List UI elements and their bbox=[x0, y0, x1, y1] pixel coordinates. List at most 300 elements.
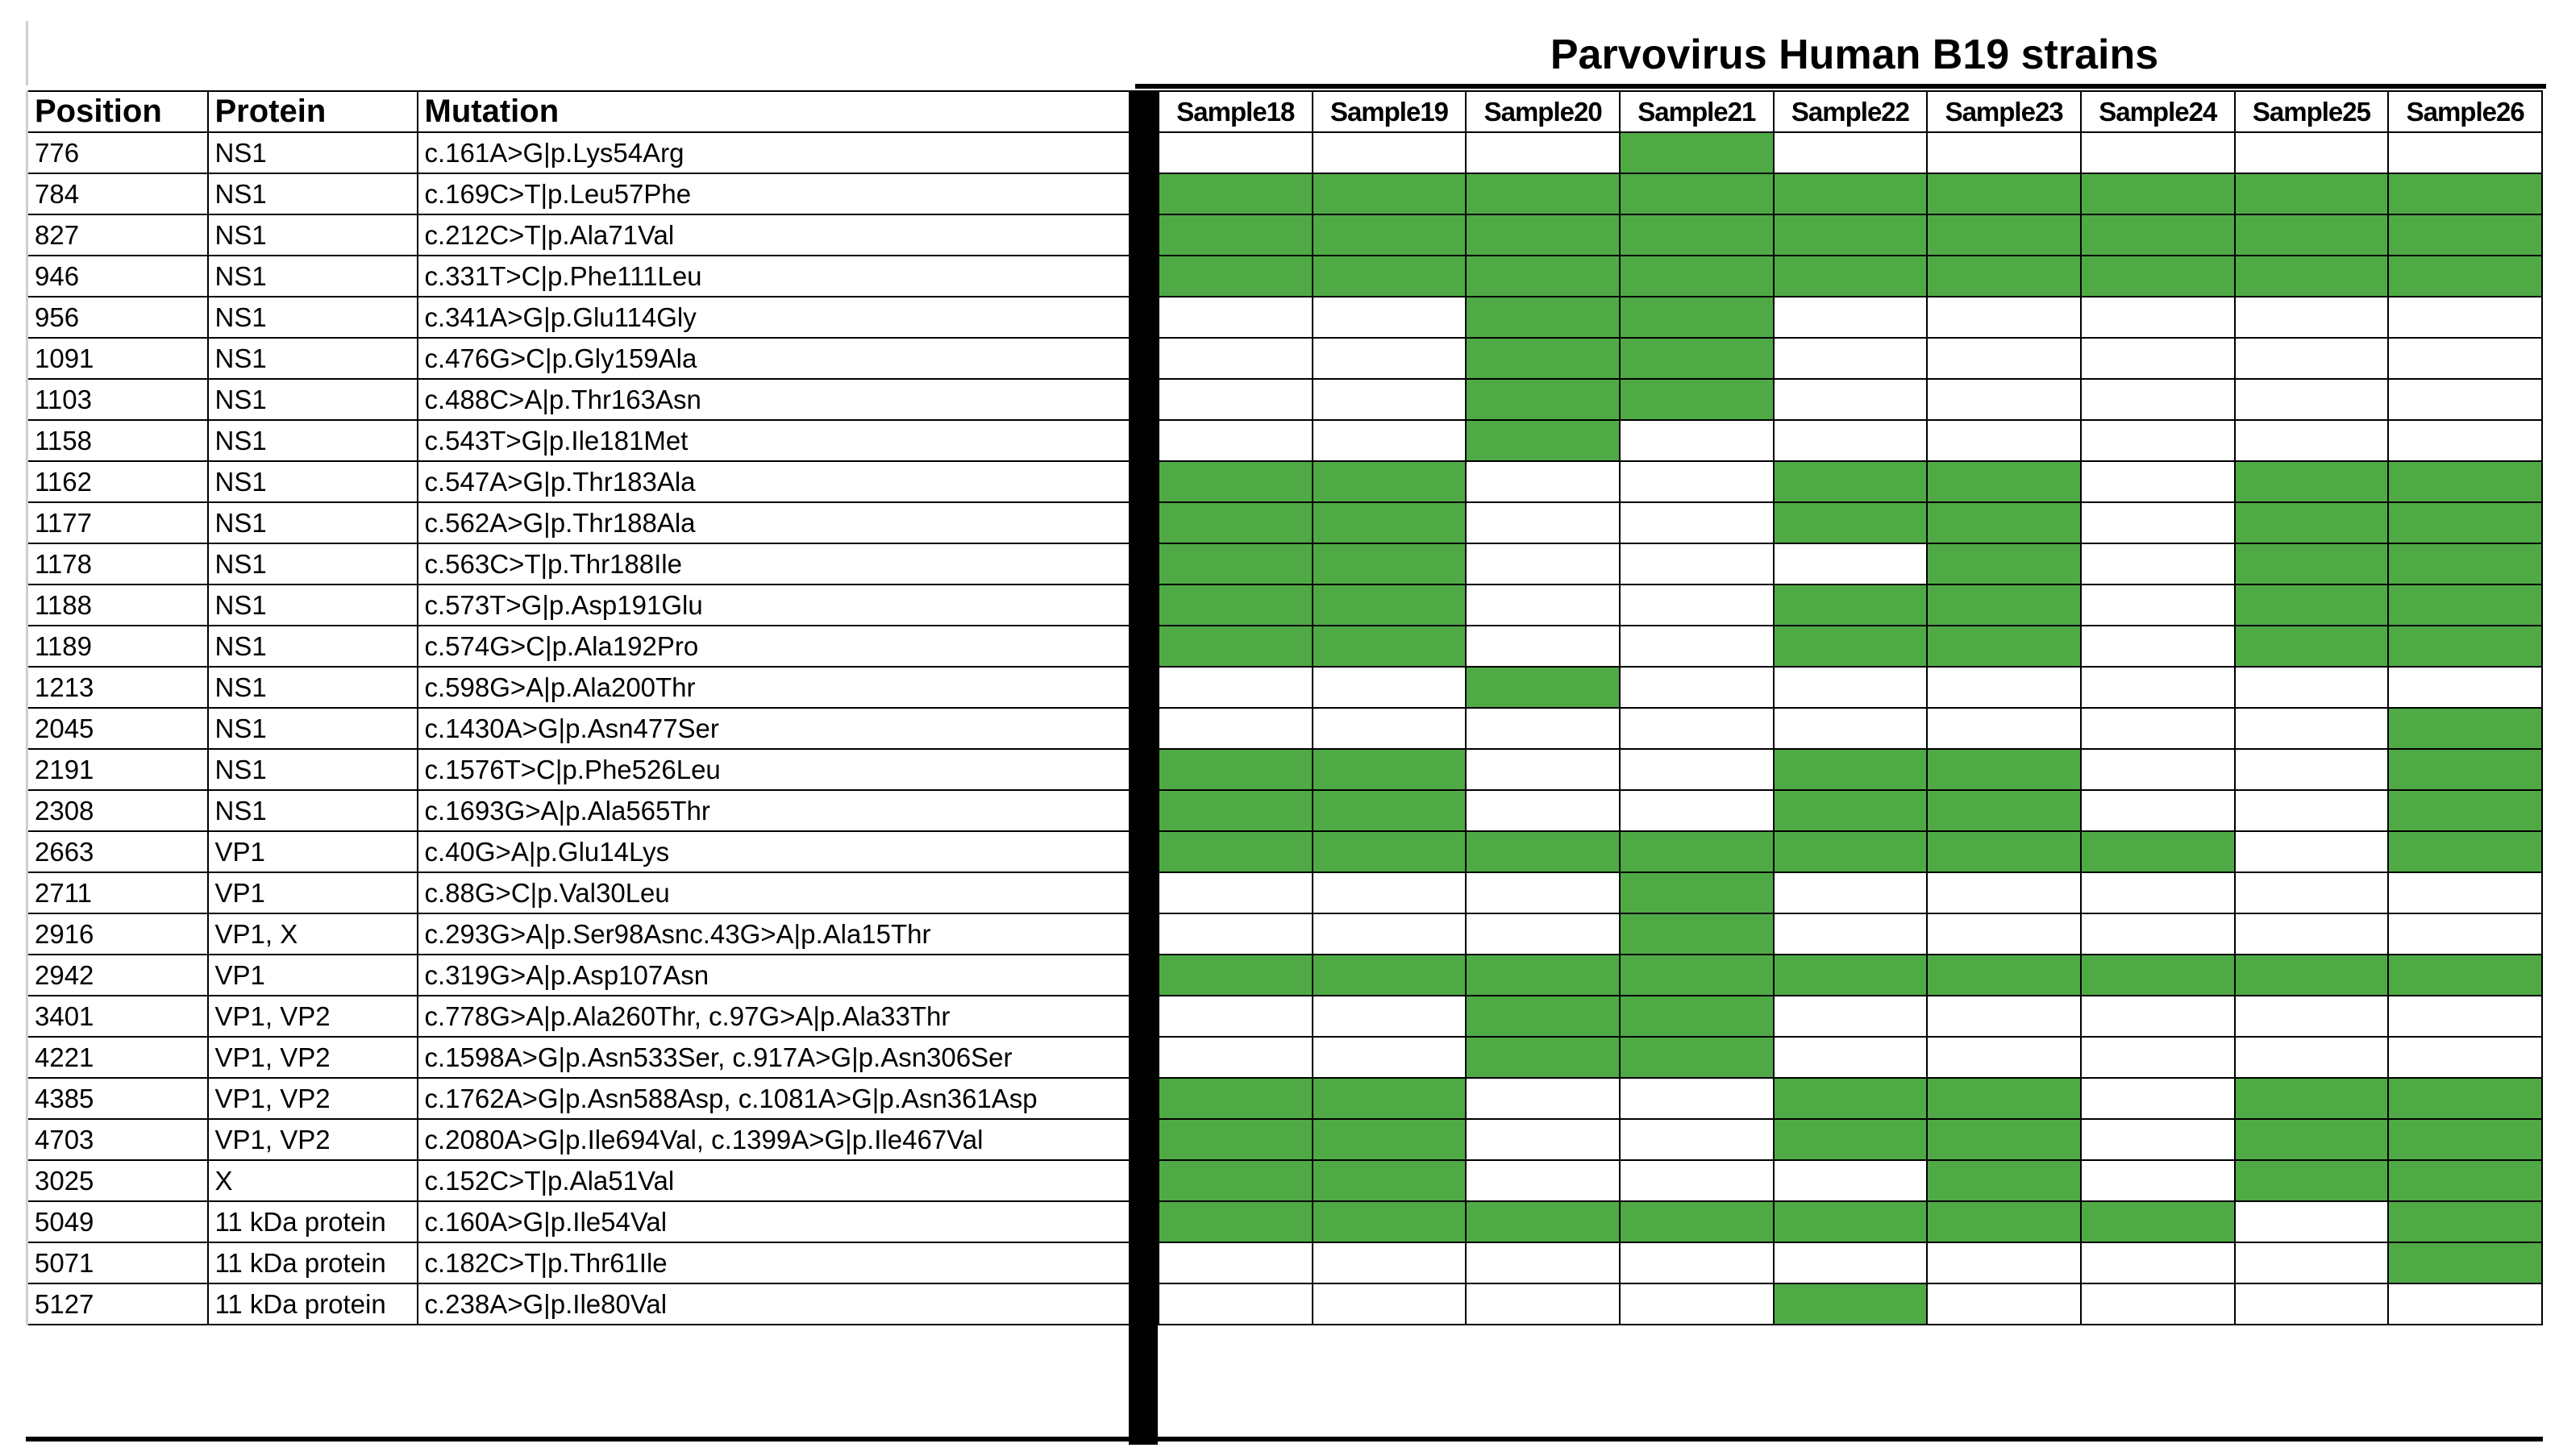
presence-row bbox=[1159, 379, 2542, 420]
mutation-absent-cell bbox=[1159, 379, 1313, 420]
mutation-absent-cell bbox=[2235, 297, 2389, 338]
mutation-absent-cell bbox=[2235, 996, 2389, 1037]
mutation-absent-cell bbox=[2081, 996, 2235, 1037]
mutation-cell: c.778G>A|p.Ala260Thr, c.97G>A|p.Ala33Thr bbox=[418, 996, 1130, 1037]
mutation-present-cell bbox=[1159, 584, 1313, 626]
mutation-absent-cell bbox=[1774, 297, 1928, 338]
mutation-present-cell bbox=[1313, 461, 1467, 502]
mutation-absent-cell bbox=[2081, 338, 2235, 379]
sample-header: Sample19 bbox=[1313, 91, 1467, 132]
protein-cell: X bbox=[208, 1160, 418, 1201]
presence-row bbox=[1159, 872, 2542, 913]
mutation-present-cell bbox=[1466, 667, 1620, 708]
mutation-absent-cell bbox=[1927, 1037, 2081, 1078]
position-cell: 1188 bbox=[27, 584, 208, 626]
mutation-present-cell bbox=[1466, 955, 1620, 996]
mutation-present-cell bbox=[2388, 955, 2542, 996]
mutation-absent-cell bbox=[1774, 1037, 1928, 1078]
mutation-absent-cell bbox=[1620, 790, 1774, 831]
position-cell: 1103 bbox=[27, 379, 208, 420]
mutation-absent-cell bbox=[2235, 420, 2389, 461]
mutation-present-cell bbox=[2388, 461, 2542, 502]
left-border-line bbox=[26, 21, 28, 85]
table-row bbox=[27, 543, 1130, 584]
presence-row bbox=[1159, 1242, 2542, 1283]
mutation-absent-cell bbox=[1774, 338, 1928, 379]
mutation-present-cell bbox=[1774, 1078, 1928, 1119]
mutation-absent-cell bbox=[2081, 297, 2235, 338]
strain-presence-grid bbox=[1158, 90, 2543, 1325]
mutation-present-cell bbox=[1774, 584, 1928, 626]
table-row bbox=[27, 1283, 1130, 1325]
protein-cell: 11 kDa protein bbox=[208, 1283, 418, 1325]
table-row bbox=[27, 461, 1130, 502]
protein-cell: VP1, VP2 bbox=[208, 1119, 418, 1160]
mutation-absent-cell bbox=[1313, 379, 1467, 420]
mutation-present-cell bbox=[1927, 1119, 2081, 1160]
mutation-present-cell bbox=[1620, 996, 1774, 1037]
position-cell: 2711 bbox=[27, 872, 208, 913]
mutation-absent-cell bbox=[1313, 872, 1467, 913]
mutation-present-cell bbox=[2081, 214, 2235, 256]
protein-cell: NS1 bbox=[208, 502, 418, 543]
protein-cell: NS1 bbox=[208, 584, 418, 626]
position-cell: 1091 bbox=[27, 338, 208, 379]
protein-cell: NS1 bbox=[208, 461, 418, 502]
mutation-absent-cell bbox=[1620, 1078, 1774, 1119]
presence-row bbox=[1159, 1078, 2542, 1119]
presence-row bbox=[1159, 667, 2542, 708]
mutation-absent-cell bbox=[1774, 1160, 1928, 1201]
presence-row bbox=[1159, 749, 2542, 790]
mutation-present-cell bbox=[2388, 173, 2542, 214]
mutation-absent-cell bbox=[1927, 132, 2081, 173]
mutation-absent-cell bbox=[1620, 626, 1774, 667]
presence-row bbox=[1159, 1201, 2542, 1242]
protein-cell: VP1, X bbox=[208, 913, 418, 955]
mutation-absent-cell bbox=[1466, 502, 1620, 543]
mutation-absent-cell bbox=[1927, 667, 2081, 708]
mutation-present-cell bbox=[1159, 461, 1313, 502]
mutation-present-cell bbox=[1927, 1078, 2081, 1119]
mutation-present-cell bbox=[1313, 1119, 1467, 1160]
mutation-present-cell bbox=[1620, 379, 1774, 420]
position-cell: 784 bbox=[27, 173, 208, 214]
mutation-absent-cell bbox=[2081, 420, 2235, 461]
table-row bbox=[27, 1242, 1130, 1283]
mutation-absent-cell bbox=[1466, 461, 1620, 502]
mutation-present-cell bbox=[1466, 420, 1620, 461]
mutation-absent-cell bbox=[1927, 913, 2081, 955]
table-row bbox=[27, 790, 1130, 831]
position-cell: 1162 bbox=[27, 461, 208, 502]
presence-row bbox=[1159, 338, 2542, 379]
presence-row bbox=[1159, 1160, 2542, 1201]
mutation-absent-cell bbox=[1774, 872, 1928, 913]
sample-header: Sample20 bbox=[1466, 91, 1620, 132]
table-row bbox=[27, 214, 1130, 256]
mutation-absent-cell bbox=[2081, 708, 2235, 749]
mutation-present-cell bbox=[1774, 1283, 1928, 1325]
mutation-present-cell bbox=[1620, 1201, 1774, 1242]
position-cell: 827 bbox=[27, 214, 208, 256]
protein-header: Protein bbox=[208, 91, 418, 132]
mutation-present-cell bbox=[1466, 1201, 1620, 1242]
mutation-present-cell bbox=[1159, 256, 1313, 297]
mutation-absent-cell bbox=[2081, 132, 2235, 173]
mutation-present-cell bbox=[2081, 955, 2235, 996]
mutation-absent-cell bbox=[1774, 913, 1928, 955]
title-rule bbox=[1135, 84, 2546, 89]
presence-row bbox=[1159, 626, 2542, 667]
protein-cell: 11 kDa protein bbox=[208, 1201, 418, 1242]
mutation-absent-cell bbox=[1927, 1242, 2081, 1283]
mutation-present-cell bbox=[1466, 1037, 1620, 1078]
mutation-present-cell bbox=[2388, 543, 2542, 584]
mutation-present-cell bbox=[1927, 502, 2081, 543]
mutation-present-cell bbox=[1620, 338, 1774, 379]
mutation-absent-cell bbox=[1466, 132, 1620, 173]
mutation-present-cell bbox=[1620, 297, 1774, 338]
presence-row bbox=[1159, 955, 2542, 996]
mutation-present-cell bbox=[2388, 1078, 2542, 1119]
mutation-present-cell bbox=[1620, 831, 1774, 872]
mutation-cell: c.152C>T|p.Ala51Val bbox=[418, 1160, 1130, 1201]
mutation-absent-cell bbox=[1159, 297, 1313, 338]
mutation-cell: c.1693G>A|p.Ala565Thr bbox=[418, 790, 1130, 831]
position-cell: 5049 bbox=[27, 1201, 208, 1242]
mutation-absent-cell bbox=[2388, 872, 2542, 913]
mutation-absent-cell bbox=[1159, 667, 1313, 708]
presence-row bbox=[1159, 1037, 2542, 1078]
table-row bbox=[27, 1160, 1130, 1201]
table-row bbox=[27, 256, 1130, 297]
mutation-absent-cell bbox=[1159, 1037, 1313, 1078]
presence-row bbox=[1159, 297, 2542, 338]
mutation-absent-cell bbox=[1620, 1283, 1774, 1325]
mutation-present-cell bbox=[1313, 173, 1467, 214]
mutation-absent-cell bbox=[2235, 1201, 2389, 1242]
mutation-present-cell bbox=[1159, 214, 1313, 256]
position-cell: 5071 bbox=[27, 1242, 208, 1283]
presence-row bbox=[1159, 996, 2542, 1037]
mutation-cell: c.169C>T|p.Leu57Phe bbox=[418, 173, 1130, 214]
table-row bbox=[27, 667, 1130, 708]
mutation-absent-cell bbox=[2388, 1283, 2542, 1325]
position-cell: 1178 bbox=[27, 543, 208, 584]
mutation-absent-cell bbox=[2388, 667, 2542, 708]
mutation-absent-cell bbox=[2388, 338, 2542, 379]
mutation-absent-cell bbox=[2235, 708, 2389, 749]
mutation-absent-cell bbox=[1466, 1160, 1620, 1201]
mutation-absent-cell bbox=[1466, 1242, 1620, 1283]
mutation-present-cell bbox=[1159, 626, 1313, 667]
mutation-cell: c.476G>C|p.Gly159Ala bbox=[418, 338, 1130, 379]
mutation-absent-cell bbox=[1159, 338, 1313, 379]
mutation-present-cell bbox=[1774, 502, 1928, 543]
mutation-absent-cell bbox=[1620, 1242, 1774, 1283]
position-cell: 2045 bbox=[27, 708, 208, 749]
presence-row bbox=[1159, 790, 2542, 831]
mutation-cell: c.598G>A|p.Ala200Thr bbox=[418, 667, 1130, 708]
mutation-present-cell bbox=[1466, 996, 1620, 1037]
mutation-absent-cell bbox=[1927, 379, 2081, 420]
mutation-present-cell bbox=[1927, 1201, 2081, 1242]
mutation-present-cell bbox=[2235, 543, 2389, 584]
mutation-absent-cell bbox=[1774, 708, 1928, 749]
mutation-present-cell bbox=[1927, 626, 2081, 667]
bottom-rule bbox=[26, 1437, 2543, 1441]
mutation-absent-cell bbox=[1927, 708, 2081, 749]
mutation-present-cell bbox=[1927, 461, 2081, 502]
position-cell: 1189 bbox=[27, 626, 208, 667]
mutation-absent-cell bbox=[2388, 297, 2542, 338]
mutation-cell: c.563C>T|p.Thr188Ile bbox=[418, 543, 1130, 584]
mutation-cell: c.562A>G|p.Thr188Ala bbox=[418, 502, 1130, 543]
mutation-absent-cell bbox=[1313, 1037, 1467, 1078]
protein-cell: NS1 bbox=[208, 297, 418, 338]
header-row bbox=[27, 91, 1130, 132]
mutation-absent-cell bbox=[1774, 379, 1928, 420]
mutation-present-cell bbox=[2388, 256, 2542, 297]
protein-cell: NS1 bbox=[208, 338, 418, 379]
protein-cell: NS1 bbox=[208, 420, 418, 461]
mutation-cell: c.1430A>G|p.Asn477Ser bbox=[418, 708, 1130, 749]
mutation-absent-cell bbox=[2388, 1037, 2542, 1078]
mutation-present-cell bbox=[2235, 626, 2389, 667]
mutation-present-cell bbox=[1927, 749, 2081, 790]
mutation-absent-cell bbox=[2388, 420, 2542, 461]
mutation-absent-cell bbox=[1774, 543, 1928, 584]
table-row bbox=[27, 297, 1130, 338]
mutation-present-cell bbox=[1927, 256, 2081, 297]
mutation-absent-cell bbox=[2235, 1283, 2389, 1325]
mutation-absent-cell bbox=[2235, 872, 2389, 913]
mutation-absent-cell bbox=[1620, 749, 1774, 790]
position-header: Position bbox=[27, 91, 208, 132]
protein-cell: VP1, VP2 bbox=[208, 1078, 418, 1119]
presence-row bbox=[1159, 214, 2542, 256]
mutation-cell: c.574G>C|p.Ala192Pro bbox=[418, 626, 1130, 667]
mutation-present-cell bbox=[2388, 626, 2542, 667]
mutation-header: Mutation bbox=[418, 91, 1130, 132]
mutation-present-cell bbox=[1927, 543, 2081, 584]
table-row bbox=[27, 1078, 1130, 1119]
table-row bbox=[27, 872, 1130, 913]
mutation-absent-cell bbox=[2081, 1160, 2235, 1201]
mutation-absent-cell bbox=[2081, 461, 2235, 502]
protein-cell: NS1 bbox=[208, 749, 418, 790]
mutation-present-cell bbox=[2388, 1119, 2542, 1160]
mutation-cell: c.319G>A|p.Asp107Asn bbox=[418, 955, 1130, 996]
mutation-absent-cell bbox=[1620, 461, 1774, 502]
mutation-absent-cell bbox=[2235, 1037, 2389, 1078]
mutation-absent-cell bbox=[2081, 543, 2235, 584]
mutation-absent-cell bbox=[1620, 667, 1774, 708]
position-cell: 4703 bbox=[27, 1119, 208, 1160]
mutation-present-cell bbox=[2388, 749, 2542, 790]
mutation-present-cell bbox=[1774, 749, 1928, 790]
mutation-absent-cell bbox=[1927, 297, 2081, 338]
mutation-present-cell bbox=[2235, 1119, 2389, 1160]
mutation-cell: c.160A>G|p.Ile54Val bbox=[418, 1201, 1130, 1242]
mutation-present-cell bbox=[1927, 790, 2081, 831]
mutation-present-cell bbox=[1620, 913, 1774, 955]
mutation-cell: c.182C>T|p.Thr61Ile bbox=[418, 1242, 1130, 1283]
mutation-absent-cell bbox=[1774, 667, 1928, 708]
presence-row bbox=[1159, 831, 2542, 872]
mutation-absent-cell bbox=[1313, 338, 1467, 379]
mutation-cell: c.543T>G|p.Ile181Met bbox=[418, 420, 1130, 461]
mutation-present-cell bbox=[2235, 584, 2389, 626]
presence-row bbox=[1159, 543, 2542, 584]
mutation-absent-cell bbox=[2235, 667, 2389, 708]
mutation-present-cell bbox=[2388, 502, 2542, 543]
mutation-present-cell bbox=[1313, 1201, 1467, 1242]
mutation-table bbox=[26, 90, 1131, 1325]
mutation-absent-cell bbox=[1159, 420, 1313, 461]
table-row bbox=[27, 420, 1130, 461]
mutation-cell: c.488C>A|p.Thr163Asn bbox=[418, 379, 1130, 420]
mutation-present-cell bbox=[2388, 214, 2542, 256]
mutation-present-cell bbox=[2235, 1160, 2389, 1201]
mutation-absent-cell bbox=[2388, 379, 2542, 420]
mutation-absent-cell bbox=[1313, 297, 1467, 338]
mutation-present-cell bbox=[1313, 256, 1467, 297]
mutation-absent-cell bbox=[2235, 132, 2389, 173]
sample-header: Sample26 bbox=[2388, 91, 2542, 132]
mutation-absent-cell bbox=[1313, 132, 1467, 173]
protein-cell: 11 kDa protein bbox=[208, 1242, 418, 1283]
mutation-absent-cell bbox=[1159, 913, 1313, 955]
mutation-absent-cell bbox=[1159, 872, 1313, 913]
protein-cell: NS1 bbox=[208, 132, 418, 173]
presence-row bbox=[1159, 502, 2542, 543]
mutation-present-cell bbox=[2235, 256, 2389, 297]
table-row bbox=[27, 173, 1130, 214]
mutation-present-cell bbox=[1774, 1201, 1928, 1242]
mutation-present-cell bbox=[2388, 1242, 2542, 1283]
mutation-absent-cell bbox=[2235, 749, 2389, 790]
table-row bbox=[27, 955, 1130, 996]
mutation-present-cell bbox=[1927, 955, 2081, 996]
mutation-cell: c.293G>A|p.Ser98Asnc.43G>A|p.Ala15Thr bbox=[418, 913, 1130, 955]
position-cell: 2942 bbox=[27, 955, 208, 996]
mutation-absent-cell bbox=[1466, 626, 1620, 667]
mutation-absent-cell bbox=[2081, 379, 2235, 420]
mutation-present-cell bbox=[1927, 1160, 2081, 1201]
position-cell: 1177 bbox=[27, 502, 208, 543]
position-cell: 2308 bbox=[27, 790, 208, 831]
mutation-cell: c.1576T>C|p.Phe526Leu bbox=[418, 749, 1130, 790]
mutation-present-cell bbox=[1313, 749, 1467, 790]
mutation-absent-cell bbox=[1927, 872, 2081, 913]
mutation-cell: c.2080A>G|p.Ile694Val, c.1399A>G|p.Ile467Val bbox=[418, 1119, 1130, 1160]
mutation-present-cell bbox=[1620, 173, 1774, 214]
mutation-absent-cell bbox=[1774, 1242, 1928, 1283]
protein-cell: NS1 bbox=[208, 708, 418, 749]
mutation-present-cell bbox=[1313, 831, 1467, 872]
table-row bbox=[27, 913, 1130, 955]
protein-cell: NS1 bbox=[208, 214, 418, 256]
mutation-present-cell bbox=[1466, 256, 1620, 297]
mutation-cell: c.341A>G|p.Glu114Gly bbox=[418, 297, 1130, 338]
mutation-present-cell bbox=[1466, 173, 1620, 214]
mutation-absent-cell bbox=[1313, 913, 1467, 955]
mutation-present-cell bbox=[2235, 214, 2389, 256]
mutation-present-cell bbox=[2081, 831, 2235, 872]
mutation-present-cell bbox=[1774, 214, 1928, 256]
mutation-present-cell bbox=[1159, 1201, 1313, 1242]
mutation-absent-cell bbox=[2081, 1283, 2235, 1325]
sample-header: Sample21 bbox=[1620, 91, 1774, 132]
mutation-present-cell bbox=[1774, 173, 1928, 214]
strains-title: Parvovirus Human B19 strains bbox=[1550, 31, 2159, 78]
mutation-absent-cell bbox=[1466, 1283, 1620, 1325]
protein-cell: VP1, VP2 bbox=[208, 1037, 418, 1078]
protein-cell: NS1 bbox=[208, 667, 418, 708]
mutation-absent-cell bbox=[1159, 1242, 1313, 1283]
presence-row bbox=[1159, 420, 2542, 461]
mutation-present-cell bbox=[1159, 1119, 1313, 1160]
mutation-absent-cell bbox=[1159, 1283, 1313, 1325]
table-row bbox=[27, 132, 1130, 173]
mutation-absent-cell bbox=[1774, 420, 1928, 461]
table-separator-bar bbox=[1129, 90, 1158, 1445]
mutation-absent-cell bbox=[2235, 1242, 2389, 1283]
presence-row bbox=[1159, 173, 2542, 214]
mutation-absent-cell bbox=[1927, 996, 2081, 1037]
position-cell: 1158 bbox=[27, 420, 208, 461]
table-row bbox=[27, 379, 1130, 420]
mutation-present-cell bbox=[1313, 790, 1467, 831]
sample-header: Sample24 bbox=[2081, 91, 2235, 132]
table-row bbox=[27, 1119, 1130, 1160]
presence-row bbox=[1159, 1283, 2542, 1325]
mutation-present-cell bbox=[1774, 955, 1928, 996]
protein-cell: NS1 bbox=[208, 790, 418, 831]
mutation-present-cell bbox=[2235, 502, 2389, 543]
mutation-cell: c.573T>G|p.Asp191Glu bbox=[418, 584, 1130, 626]
mutation-present-cell bbox=[1466, 379, 1620, 420]
mutation-absent-cell bbox=[2081, 749, 2235, 790]
mutation-present-cell bbox=[1927, 831, 2081, 872]
mutation-absent-cell bbox=[2081, 1119, 2235, 1160]
mutation-present-cell bbox=[2388, 708, 2542, 749]
mutation-absent-cell bbox=[1159, 708, 1313, 749]
position-cell: 1213 bbox=[27, 667, 208, 708]
mutation-present-cell bbox=[1313, 214, 1467, 256]
sample-header: Sample23 bbox=[1927, 91, 2081, 132]
mutation-absent-cell bbox=[1466, 749, 1620, 790]
mutation-cell: c.547A>G|p.Thr183Ala bbox=[418, 461, 1130, 502]
position-cell: 4221 bbox=[27, 1037, 208, 1078]
presence-row bbox=[1159, 584, 2542, 626]
position-cell: 2191 bbox=[27, 749, 208, 790]
mutation-present-cell bbox=[1313, 626, 1467, 667]
mutation-present-cell bbox=[1774, 790, 1928, 831]
position-cell: 956 bbox=[27, 297, 208, 338]
mutation-present-cell bbox=[1927, 173, 2081, 214]
table-row bbox=[27, 338, 1130, 379]
protein-cell: NS1 bbox=[208, 379, 418, 420]
mutation-present-cell bbox=[1159, 1078, 1313, 1119]
protein-cell: VP1 bbox=[208, 955, 418, 996]
mutation-present-cell bbox=[2235, 173, 2389, 214]
mutation-present-cell bbox=[1466, 338, 1620, 379]
mutation-present-cell bbox=[2081, 1201, 2235, 1242]
mutation-absent-cell bbox=[2235, 790, 2389, 831]
